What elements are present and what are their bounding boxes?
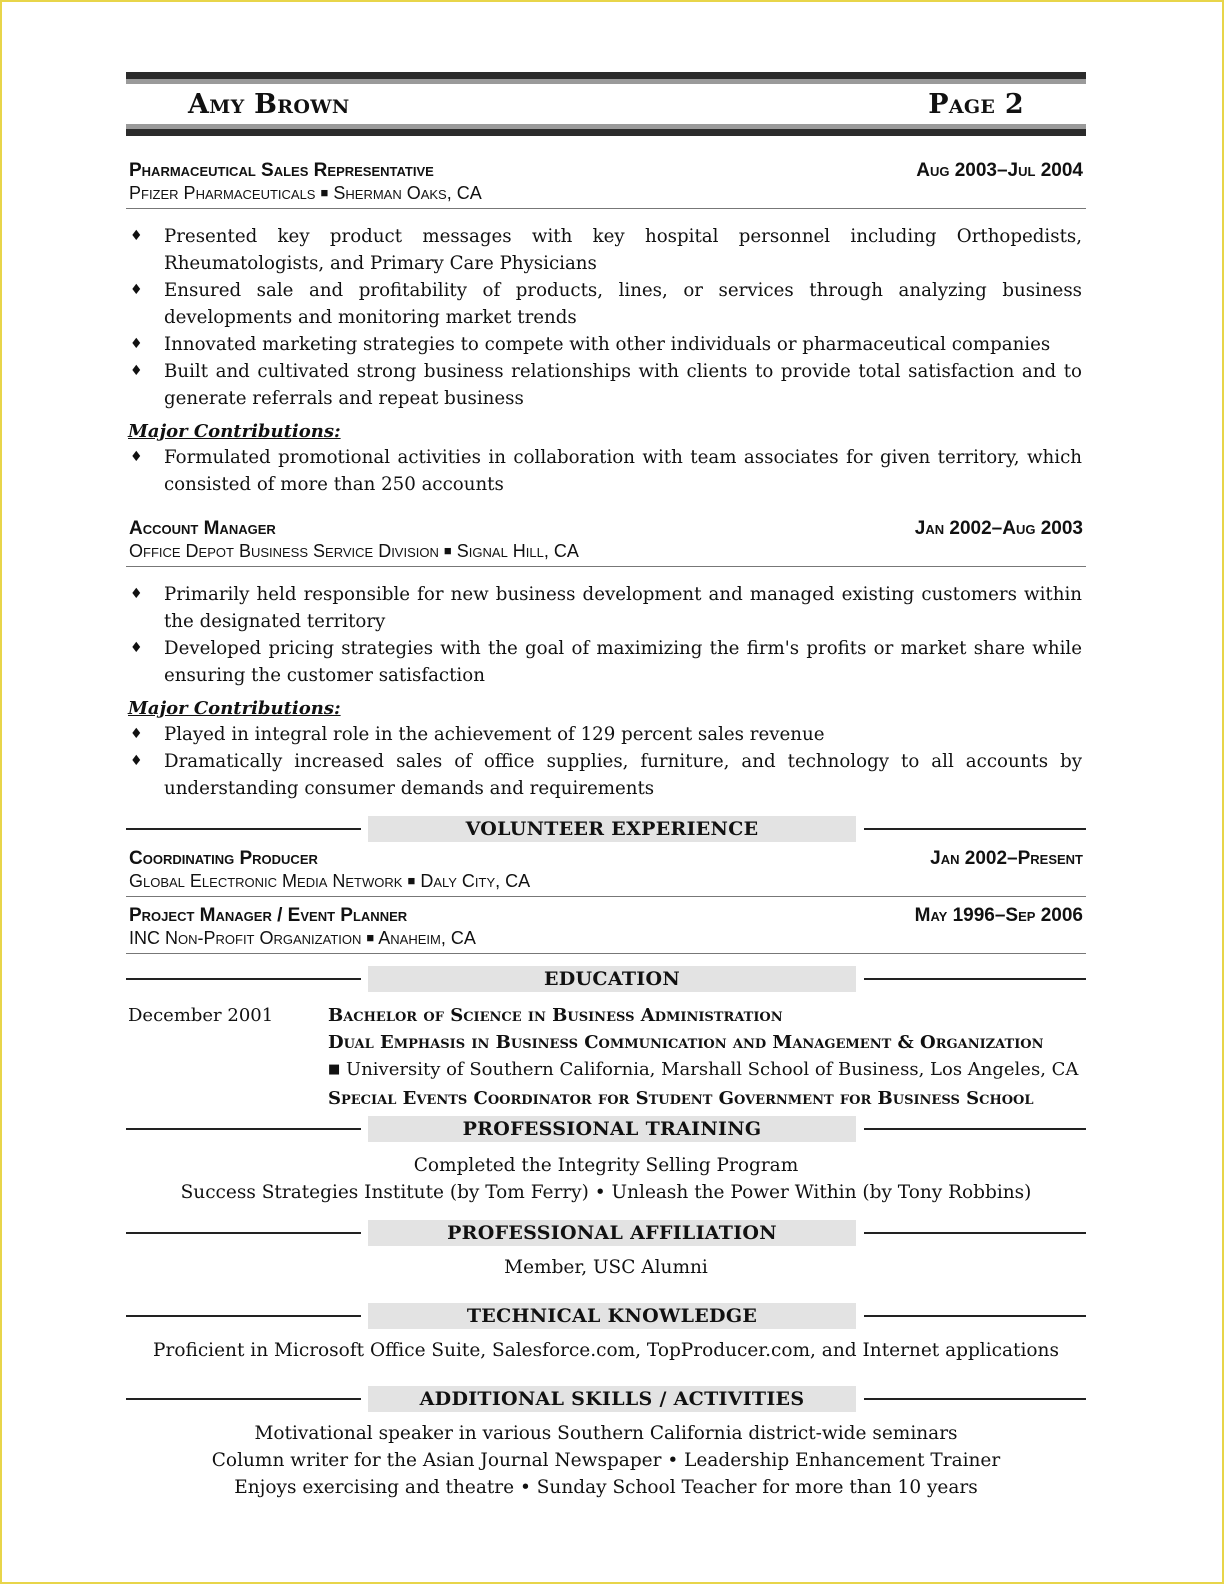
- volunteer-entry: [126, 848, 1086, 897]
- job-location: Signal Hill, CA: [456, 541, 579, 561]
- education-degree: Bachelor of Science in Business Administration: [328, 1005, 783, 1026]
- diamond-bullet-icon: ♦: [130, 336, 143, 352]
- diamond-bullet-icon: ♦: [130, 586, 143, 602]
- section-rule-left: [126, 1232, 361, 1234]
- square-bullet-icon: ■: [328, 1062, 341, 1077]
- technical-lines: [126, 1337, 1086, 1364]
- role-title: Coordinating Producer: [129, 848, 318, 869]
- diamond-bullet-icon: ♦: [130, 449, 143, 465]
- diamond-bullet-icon: ♦: [130, 282, 143, 298]
- section-affiliation: [126, 1220, 1086, 1246]
- section-technical: [126, 1303, 1086, 1329]
- candidate-name: Amy Brown: [188, 88, 350, 120]
- page-header: [126, 72, 1086, 136]
- skills-line: Enjoys exercising and theatre • Sunday School Teacher for more than 10 years: [234, 1477, 978, 1498]
- list-item: ♦ Formulated promotional activities in collaboration with team associates for given territory, which consisted of more than 250 accounts: [126, 444, 1086, 498]
- section-heading: EDUCATION: [368, 966, 856, 992]
- job-entry: [126, 160, 1086, 498]
- education-entry: [126, 1002, 1086, 1112]
- square-bullet-icon: ■: [320, 185, 329, 200]
- section-rule-right: [864, 828, 1086, 830]
- technical-line: Proficient in Microsoft Office Suite, Salesforce.com, TopProducer.com, and Internet applications: [153, 1340, 1059, 1361]
- section-rule-left: [126, 1315, 361, 1317]
- section-rule-left: [126, 978, 361, 980]
- job-dates: Jan 2002–Aug 2003: [914, 518, 1083, 539]
- role-title: Project Manager / Event Planner: [129, 905, 408, 926]
- job-entry: [126, 518, 1086, 802]
- contributions-list: [126, 444, 1086, 498]
- section-education: [126, 966, 1086, 992]
- list-item: ♦ Ensured sale and profitability of products, lines, or services through analyzing business developments and monitoring market trends: [126, 277, 1086, 331]
- diamond-bullet-icon: ♦: [130, 726, 143, 742]
- education-date: December 2001: [128, 1005, 274, 1026]
- role-divider: [126, 953, 1086, 954]
- section-heading: PROFESSIONAL TRAINING: [368, 1116, 856, 1142]
- section-rule-left: [126, 1398, 361, 1400]
- resume-page: [126, 72, 1086, 1501]
- square-bullet-icon: ■: [443, 543, 452, 558]
- square-bullet-icon: ■: [407, 873, 416, 888]
- affiliation-lines: [126, 1254, 1086, 1281]
- section-volunteer: [126, 816, 1086, 842]
- skills-lines: [126, 1420, 1086, 1501]
- diamond-bullet-icon: ♦: [130, 363, 143, 379]
- job-company: Pfizer Pharmaceuticals: [129, 183, 316, 203]
- role-company: INC Non-Profit Organization: [129, 928, 362, 948]
- job-divider: [126, 208, 1086, 209]
- role-dates: May 1996–Sep 2006: [914, 905, 1083, 926]
- affiliation-line: Member, USC Alumni: [504, 1257, 708, 1278]
- header-rule-top: [126, 72, 1086, 79]
- role-company: Global Electronic Media Network: [129, 871, 403, 891]
- job-title: Pharmaceutical Sales Representative: [129, 160, 434, 181]
- contributions-list: [126, 721, 1086, 802]
- education-role: Special Events Coordinator for Student Government for Business School: [328, 1088, 1034, 1109]
- role-divider: [126, 896, 1086, 897]
- training-lines: [126, 1152, 1086, 1206]
- skills-line: Column writer for the Asian Journal Newspaper • Leadership Enhancement Trainer: [211, 1450, 1001, 1471]
- job-org: [126, 540, 1086, 564]
- list-item: ♦ Innovated marketing strategies to compete with other individuals or pharmaceutical companies: [126, 331, 1086, 358]
- job-bullets: [126, 223, 1086, 412]
- job-title: Account Manager: [129, 518, 276, 539]
- role-location: Daly City, CA: [420, 871, 531, 891]
- diamond-bullet-icon: ♦: [130, 640, 143, 656]
- section-skills: [126, 1386, 1086, 1412]
- volunteer-entry: [126, 905, 1086, 954]
- list-item: ♦ Built and cultivated strong business relationships with clients to provide total satisfaction and to generate referrals and repeat business: [126, 358, 1086, 412]
- list-item: ♦ Played in integral role in the achievement of 129 percent sales revenue: [126, 721, 1086, 748]
- list-item: ♦ Dramatically increased sales of office supplies, furniture, and technology to all accounts by understanding consumer demands and requirements: [126, 748, 1086, 802]
- diamond-bullet-icon: ♦: [130, 228, 143, 244]
- contributions-label: Major Contributions:: [128, 421, 341, 442]
- section-rule-right: [864, 1232, 1086, 1234]
- section-rule-right: [864, 1315, 1086, 1317]
- section-rule-left: [126, 1128, 361, 1130]
- list-item: ♦ Presented key product messages with key hospital personnel including Orthopedists, Rheumatologists, and Primary Care Physicians: [126, 223, 1086, 277]
- section-training: [126, 1116, 1086, 1142]
- section-rule-right: [864, 978, 1086, 980]
- education-emphasis: Dual Emphasis in Business Communication and Management & Organization: [328, 1032, 1044, 1053]
- section-rule-right: [864, 1398, 1086, 1400]
- section-rule-left: [126, 828, 361, 830]
- role-org: [126, 870, 1086, 894]
- contributions-label: Major Contributions:: [128, 698, 341, 719]
- section-rule-right: [864, 1128, 1086, 1130]
- job-company: Office Depot Business Service Division: [129, 541, 439, 561]
- diamond-bullet-icon: ♦: [130, 753, 143, 769]
- education-school-line: [328, 1056, 1086, 1085]
- job-org: [126, 182, 1086, 206]
- section-heading: PROFESSIONAL AFFILIATION: [368, 1220, 856, 1246]
- role-dates: Jan 2002–Present: [930, 848, 1083, 869]
- training-line: Completed the Integrity Selling Program: [413, 1155, 799, 1176]
- skills-line: Motivational speaker in various Southern California district-wide seminars: [254, 1423, 958, 1444]
- square-bullet-icon: ■: [366, 930, 375, 945]
- header-rule-bottom: [126, 129, 1086, 136]
- section-heading: VOLUNTEER EXPERIENCE: [368, 816, 856, 842]
- page-number: Page 2: [928, 88, 1024, 120]
- training-line: Success Strategies Institute (by Tom Ferry) • Unleash the Power Within (by Tony Robbins): [180, 1182, 1032, 1203]
- job-dates: Aug 2003–Jul 2004: [916, 160, 1083, 181]
- role-org: [126, 927, 1086, 951]
- education-school: University of Southern California, Marshall School of Business, Los Angeles, CA: [346, 1059, 1079, 1080]
- list-item: ♦ Primarily held responsible for new business development and managed existing customers within the designated territory: [126, 581, 1086, 635]
- job-divider: [126, 566, 1086, 567]
- list-item: ♦ Developed pricing strategies with the goal of maximizing the firm's profits or market share while ensuring the customer satisfaction: [126, 635, 1086, 689]
- job-location: Sherman Oaks, CA: [333, 183, 482, 203]
- section-heading: TECHNICAL KNOWLEDGE: [368, 1303, 856, 1329]
- job-bullets: [126, 581, 1086, 689]
- section-heading: ADDITIONAL SKILLS / ACTIVITIES: [368, 1386, 856, 1412]
- role-location: Anaheim, CA: [378, 928, 476, 948]
